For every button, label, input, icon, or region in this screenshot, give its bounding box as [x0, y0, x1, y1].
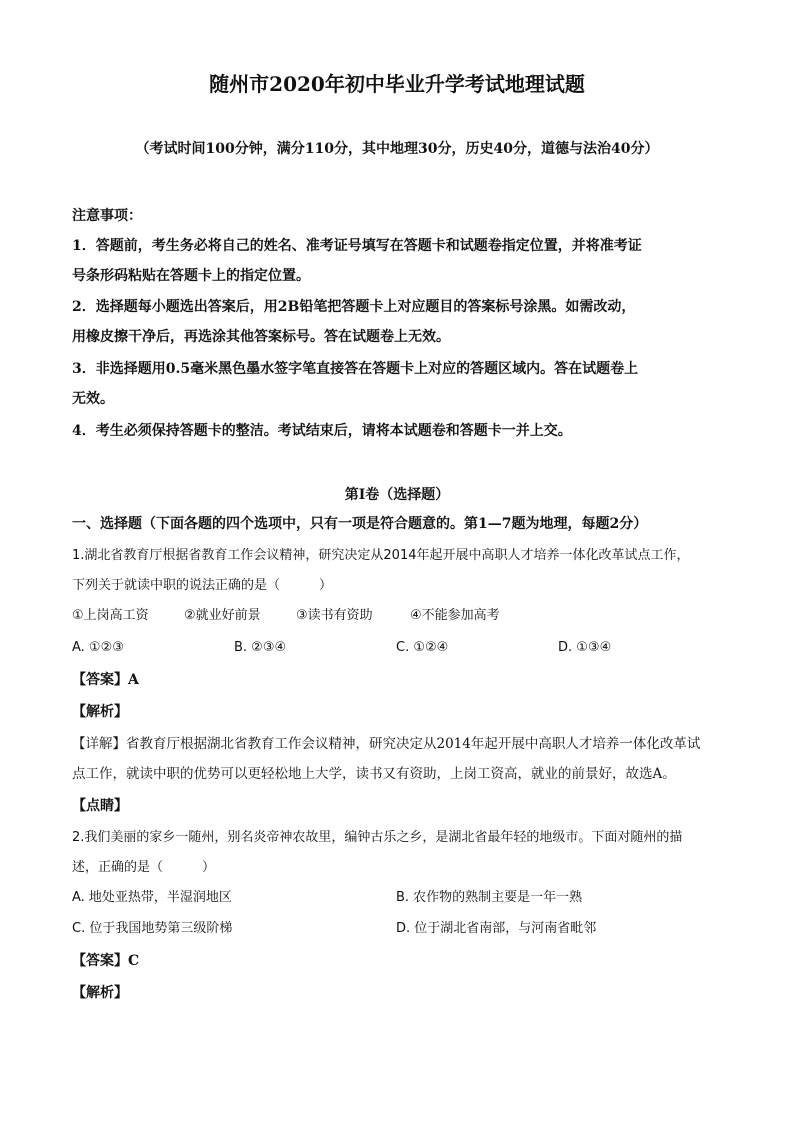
question-1-comment: 【点睛】	[72, 798, 128, 814]
question-1-option-b: B. ②③④	[234, 640, 287, 655]
question-1-statement: ②就业好前景	[184, 608, 261, 623]
exam-subtitle: （考试时间100分钟，满分110分，其中地理30分，历史40分，道德与法治40分）	[135, 141, 659, 157]
question-2-option-d: D. 位于湖北省南部，与河南省毗邻	[396, 921, 597, 936]
question-1-statement: ①上岗高工资	[72, 608, 149, 623]
notice-line: 无效。	[72, 391, 114, 407]
section-title: 一、选择题（下面各题的四个选项中，只有一项是符合题意的。第1—7题为地理，每题2分）	[72, 516, 648, 532]
question-1-option-a: A. ①②③	[72, 640, 124, 655]
question-1-analysis: 【解析】	[72, 704, 128, 720]
notice-line: 3．非选择题用0.5毫米黑色墨水签字笔直接答在答题卡上对应的答题区域内。答在试题卷上	[72, 361, 639, 377]
notice-line: 2．选择题每小题选出答案后，用2B铅笔把答题卡上对应题目的答案标号涂黑。如需改动，	[72, 299, 636, 315]
notice-line: 号条形码粘贴在答题卡上的指定位置。	[72, 268, 310, 284]
question-1-detail: 点工作，就读中职的优势可以更轻松地上大学，读书又有资助，上岗工资高，就业的前景好，故选A。	[72, 766, 676, 782]
question-1-stem: 下列关于就读中职的说法正确的是（ ）	[72, 578, 333, 593]
question-2-option-a: A. 地处亚热带，半湿润地区	[72, 890, 232, 905]
question-1-statement: ④不能参加高考	[410, 608, 500, 623]
question-2-answer: 【答案】C	[72, 953, 140, 969]
question-1-detail: 【详解】省教育厅根据湖北省教育工作会议精神，研究决定从2014年起开展中高职人才培养一体化改革试	[72, 736, 701, 752]
notice-line: 用橡皮擦干净后，再选涂其他答案标号。答在试题卷上无效。	[72, 329, 450, 345]
page-title: 随州市2020年初中毕业升学考试地理试题	[209, 72, 585, 96]
question-1-answer: 【答案】A	[72, 672, 139, 688]
part-title: 第Ⅰ卷（选择题）	[344, 487, 450, 503]
question-1-statement: ③读书有资助	[296, 608, 373, 623]
notice-heading: 注意事项：	[72, 208, 142, 224]
question-2-stem: 述，正确的是（ ）	[72, 860, 216, 875]
question-1-stem: 1.湖北省教育厅根据省教育工作会议精神，研究决定从2014年起开展中高职人才培养一体化改革试点工作，	[72, 548, 690, 563]
question-2-option-c: C. 位于我国地势第三级阶梯	[72, 921, 233, 936]
question-2-analysis: 【解析】	[72, 985, 128, 1001]
notice-line: 1．答题前，考生务必将自己的姓名、准考证号填写在答题卡和试题卷指定位置，并将准考证	[72, 238, 642, 254]
question-1-option-c: C. ①②④	[396, 640, 449, 655]
notice-line: 4．考生必须保持答题卡的整洁。考试结束后，请将本试题卷和答题卡一并上交。	[72, 423, 572, 439]
question-2-stem: 2.我们美丽的家乡一随州，别名炎帝神农故里，编钟古乐之乡，是湖北省最年轻的地级市。下面对随州的描	[72, 830, 683, 845]
question-1-option-d: D. ①③④	[558, 640, 612, 655]
question-2-option-b: B. 农作物的熟制主要是一年一熟	[396, 890, 583, 905]
